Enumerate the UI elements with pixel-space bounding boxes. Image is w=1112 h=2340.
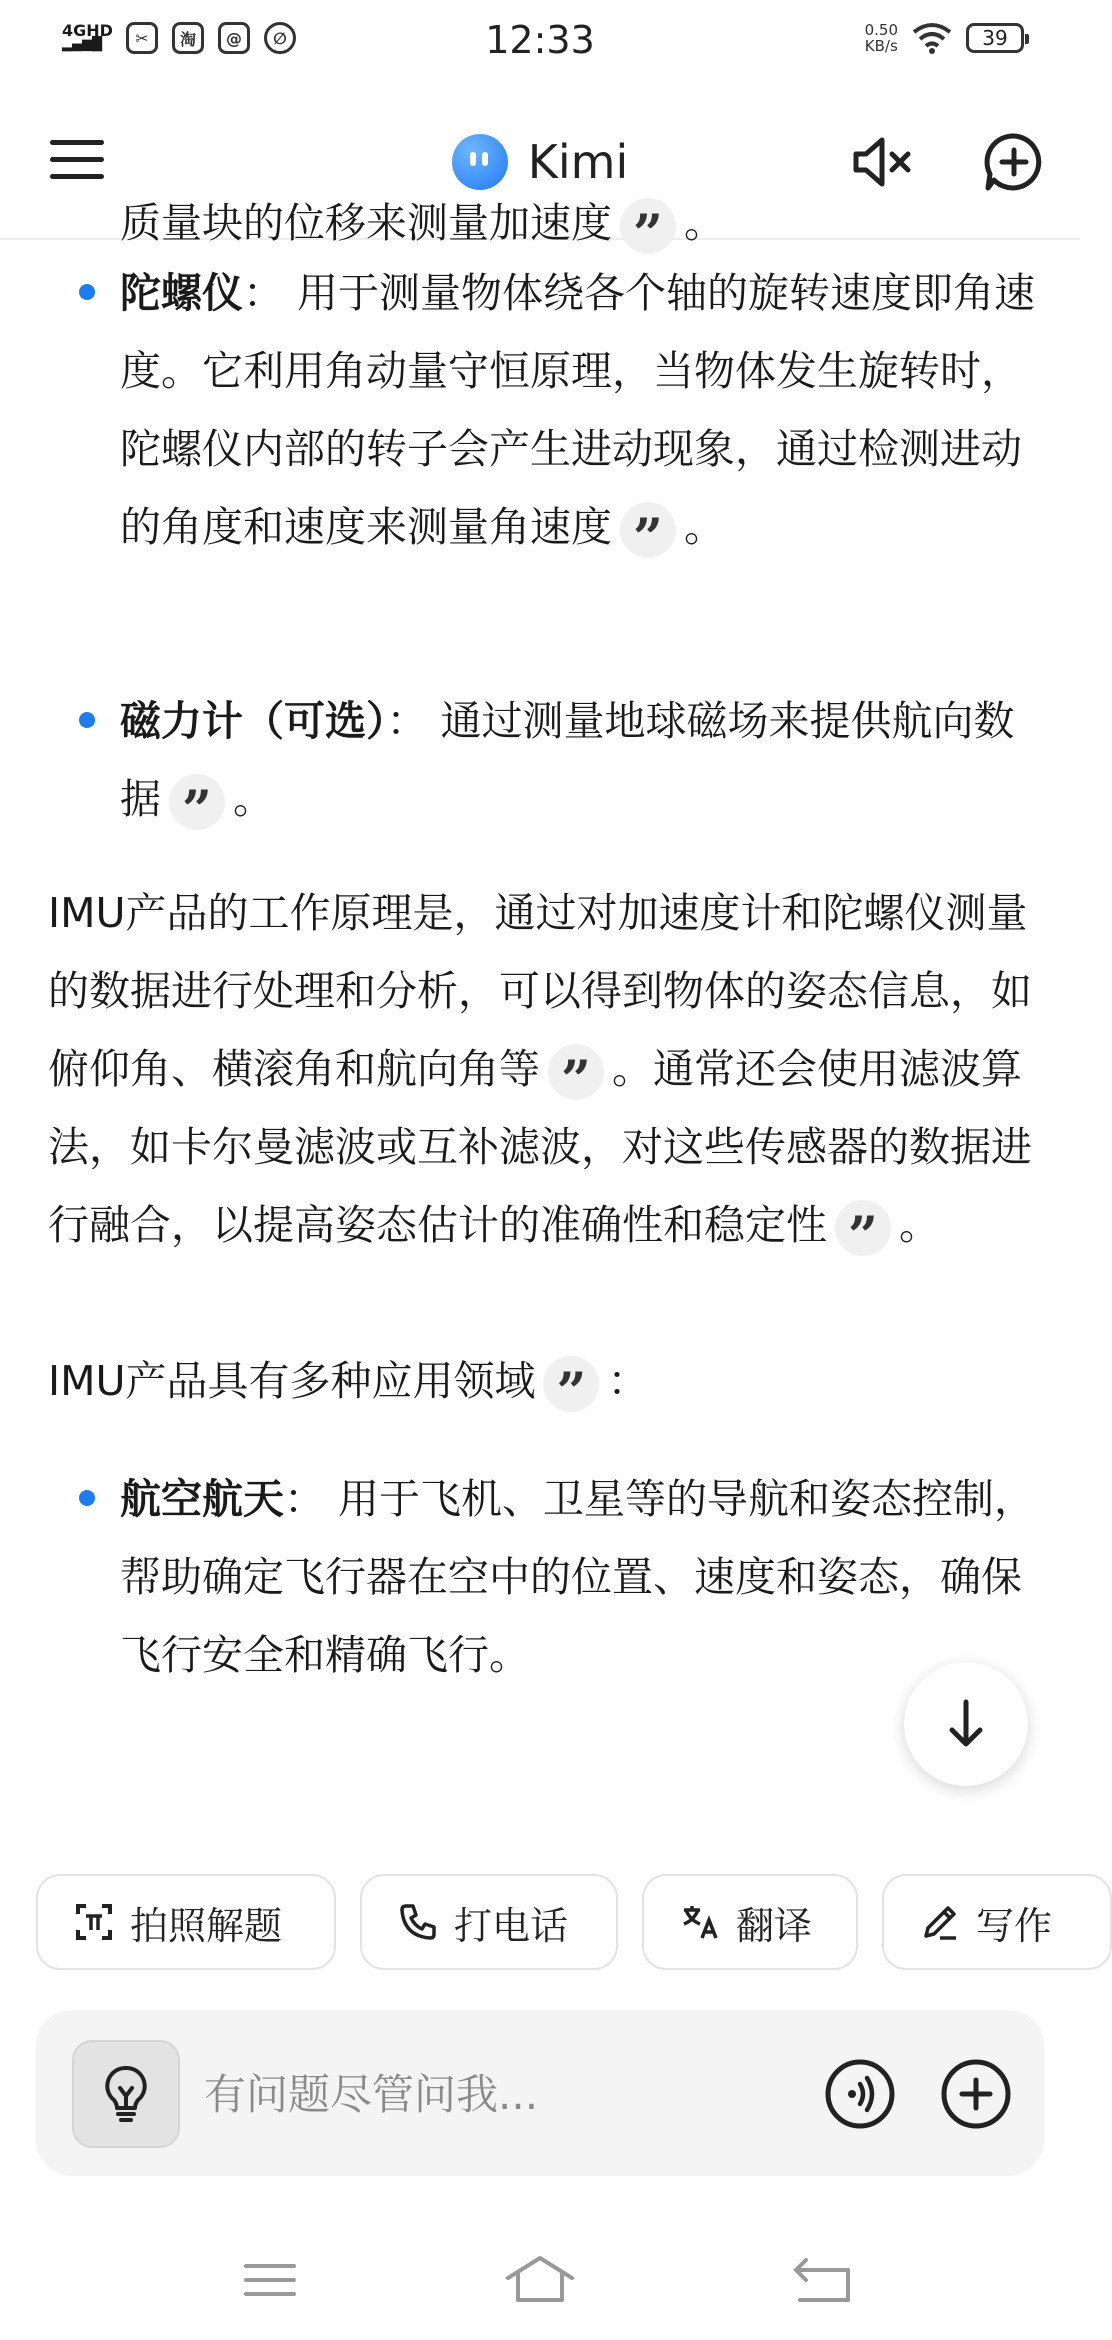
list-item xyxy=(48,682,1038,838)
status-right xyxy=(865,22,1024,54)
network-speed-unit: KB/s xyxy=(864,37,898,55)
pen-icon xyxy=(920,1902,960,1942)
leaf-icon: ∅ xyxy=(264,22,296,54)
recent-apps-button[interactable] xyxy=(230,2250,310,2310)
list-desc: 通过测量地球磁场来提供航向数据 xyxy=(120,697,1015,823)
citation-icon[interactable] xyxy=(169,774,225,830)
list-item-text xyxy=(120,184,1038,262)
list-punct: 。 xyxy=(233,775,274,823)
citation-icon[interactable] xyxy=(548,1044,604,1100)
add-attachment-button[interactable] xyxy=(932,2050,1020,2138)
bullet-dot-icon xyxy=(79,1490,95,1506)
list-item-text xyxy=(120,254,1038,566)
signal-label: 4GHD xyxy=(62,21,113,40)
bullet-dot-icon xyxy=(79,712,95,728)
chip-label: 翻译 xyxy=(736,1903,813,1948)
app-brand xyxy=(0,134,1080,190)
citation-icon[interactable] xyxy=(620,502,676,558)
answer-text: 质量块的位移来测量加速度 xyxy=(120,199,612,247)
home-icon xyxy=(500,2250,580,2310)
status-bar xyxy=(0,0,1080,84)
battery-level: 39 xyxy=(982,26,1008,50)
wifi-icon xyxy=(912,22,952,54)
citation-icon[interactable] xyxy=(543,1356,599,1412)
chat-icon: @ xyxy=(218,22,250,54)
list-item-text xyxy=(120,682,1038,838)
list-item xyxy=(48,1460,1038,1694)
network-speed-value: 0.50 xyxy=(864,21,898,39)
network-speed xyxy=(865,22,898,54)
list-item xyxy=(48,184,1038,262)
app-title: Kimi xyxy=(527,135,629,189)
scissors-icon: ✂ xyxy=(126,22,158,54)
arrow-down-icon xyxy=(946,1698,986,1750)
paragraph-punct: 。 xyxy=(899,1201,940,1249)
recent-apps-icon xyxy=(230,2250,310,2310)
list-desc: 用于测量物体绕各个轴的旋转速度即角速度。它利用角动量守恒原理，当物体发生旋转时，陀螺仪内部的转子会产生进动现象，通过检测进动的角度和速度来测量角速度 xyxy=(120,269,1036,551)
lightbulb-button[interactable] xyxy=(72,2040,180,2148)
voice-button[interactable] xyxy=(816,2050,904,2138)
paragraph-text: IMU产品具有多种应用领域 xyxy=(48,1357,536,1405)
home-button[interactable] xyxy=(500,2250,580,2310)
mute-icon xyxy=(850,132,914,192)
battery-indicator xyxy=(966,23,1024,53)
chat-content[interactable] xyxy=(0,199,1080,1860)
suggestion-chips xyxy=(0,1874,1080,1974)
back-icon xyxy=(782,2250,862,2310)
lightbulb-icon xyxy=(102,2064,150,2124)
system-nav-bar xyxy=(0,2220,1080,2340)
chip-label: 写作 xyxy=(976,1903,1053,1948)
answer-paragraph xyxy=(48,1342,1038,1420)
scan-formula-icon xyxy=(74,1902,114,1942)
paragraph-text: IMU产品的工作原理是，通过对加速度计和陀螺仪测量的数据进行处理和分析，可以得到物体的姿态信息，如俯仰角、横滚角和航向角等 xyxy=(48,889,1032,1093)
chip-writing[interactable] xyxy=(882,1874,1112,1970)
new-chat-icon xyxy=(984,132,1044,192)
paragraph-punct: ： xyxy=(607,1357,649,1405)
list-term: 陀螺仪 xyxy=(120,269,243,317)
list-sep: ： xyxy=(284,1475,325,1523)
clock: 12:33 xyxy=(485,18,595,62)
list-item xyxy=(48,254,1038,566)
list-desc: 用于飞机、卫星等的导航和姿态控制，帮助确定飞行器在空中的位置、速度和姿态，确保飞行安全和精确飞行。 xyxy=(120,1475,1036,1679)
message-composer xyxy=(36,2010,1044,2176)
translate-icon xyxy=(680,1902,720,1942)
new-chat-button[interactable] xyxy=(984,132,1044,192)
mute-button[interactable] xyxy=(850,132,910,192)
paragraph-text: 。通常还会使用滤波算法，如卡尔曼滤波或互补滤波，对这些传感器的数据进行融合，以提高姿态估计的准确性和稳定性 xyxy=(48,1045,1032,1249)
list-sep: ： xyxy=(243,269,284,317)
kimi-logo-icon xyxy=(452,134,508,190)
citation-icon[interactable] xyxy=(835,1200,891,1256)
scroll-down-button[interactable] xyxy=(904,1662,1028,1786)
list-sep: ： xyxy=(386,697,428,745)
list-term: 磁力计（可选） xyxy=(120,697,387,745)
bullet-dot-icon xyxy=(79,284,95,300)
message-input[interactable] xyxy=(204,2060,804,2128)
voice-icon xyxy=(816,2050,904,2138)
answer-punct: 。 xyxy=(684,199,725,247)
back-button[interactable] xyxy=(782,2250,862,2310)
taobao-icon: 淘 xyxy=(172,22,204,54)
chip-translate[interactable] xyxy=(642,1874,858,1970)
answer-paragraph xyxy=(48,874,1038,1264)
chip-label: 打电话 xyxy=(454,1903,569,1948)
plus-icon xyxy=(932,2050,1020,2138)
list-term: 航空航天 xyxy=(120,1475,284,1523)
chip-phone-call[interactable] xyxy=(360,1874,618,1970)
list-item-text xyxy=(120,1460,1038,1694)
signal-bars-icon: ▂▄▆█ xyxy=(62,37,102,52)
chip-label: 拍照解题 xyxy=(130,1903,283,1948)
chip-photo-solve[interactable] xyxy=(36,1874,336,1970)
list-punct: 。 xyxy=(684,503,725,551)
phone-icon xyxy=(398,1902,438,1942)
citation-icon[interactable] xyxy=(620,198,676,254)
